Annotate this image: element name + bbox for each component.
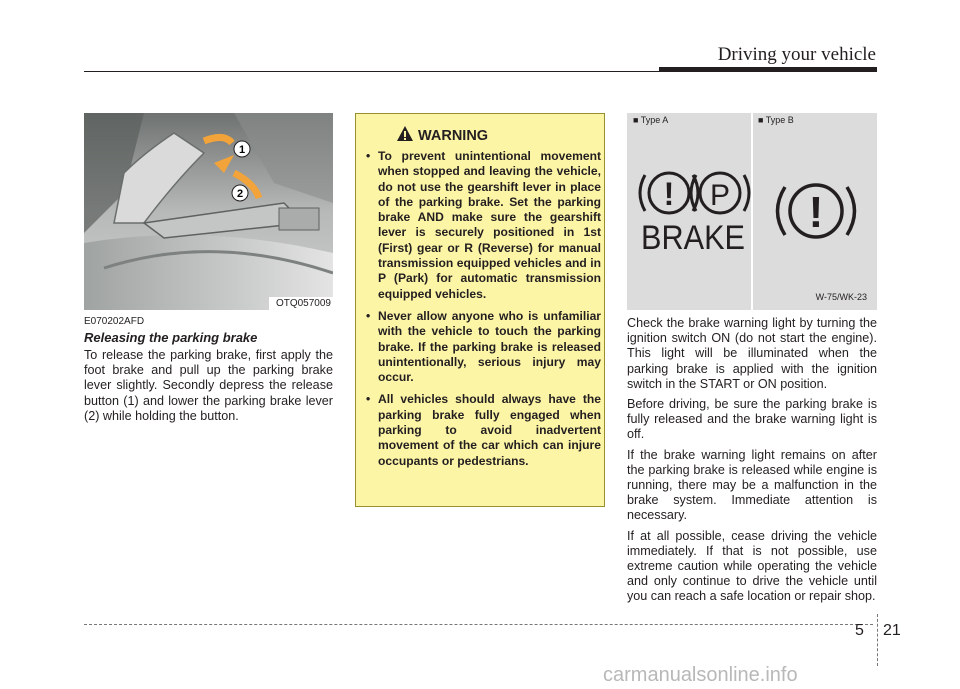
warning-list <box>365 149 601 476</box>
photo-code: OTQ057009 <box>275 298 331 309</box>
warning-item <box>365 392 601 468</box>
paragraph: If at all possible, cease driving the vehicle immediately. If that is not possible, use extreme caution while operating the vehicle and only continue to drive the vehicle until you can reach a safe location or repair shop. <box>627 528 877 604</box>
paragraph: Before driving, be sure the parking brake is fully released and the brake warning light is off. <box>627 397 877 442</box>
warning-item <box>365 309 601 385</box>
watermark: carmanualsonline.info <box>603 664 798 686</box>
brake-word: BRAKE <box>641 219 745 257</box>
exclamation-glyph-a: ! <box>663 176 675 212</box>
subheading: Releasing the parking brake <box>84 330 258 345</box>
park-glyph: P <box>709 179 731 212</box>
callout-2: 2 <box>236 188 244 200</box>
section-title: Driving your vehicle <box>717 44 876 65</box>
bullet: • <box>366 308 371 323</box>
type-b-label: ■ Type B <box>758 115 794 125</box>
body-text-left: To release the parking brake, first apply the foot brake and pull up the parking brake lever slightly. Secondly depress the release button (1) and lower the parking brake lever (2) while holding the button. <box>84 348 333 423</box>
footer-rule <box>84 624 873 625</box>
page-number: 21 <box>883 622 901 639</box>
parking-brake-illustration <box>84 113 333 310</box>
warning-triangle-icon <box>396 125 414 142</box>
paragraph: If the brake warning light remains on after the parking brake is released while engine is running, there may be a malfunction in the brake system. Immediate attention is necessary. <box>627 447 877 523</box>
brake-warning-light-icons <box>627 113 877 310</box>
type-b-brake-icon <box>778 185 855 237</box>
warning-title: WARNING <box>418 128 489 144</box>
bullet: • <box>366 392 371 407</box>
type-a-label: ■ Type A <box>633 115 669 125</box>
bullet: • <box>366 149 371 163</box>
warning-item <box>365 149 601 302</box>
brake-indicator-panel <box>627 113 877 310</box>
parking-brake-photo <box>84 113 333 310</box>
type-a-brake-icon <box>640 173 749 257</box>
header-rule-accent <box>659 67 877 72</box>
paragraph: Check the brake warning light by turning the ignition switch ON (do not start the engine). This light will be illuminated when the parking brake is applied with the ignition switch in the START or ON position. <box>627 316 877 391</box>
warning-item-text: All vehicles should always have the parking brake fully engaged when parking to avoid inadvertent movement of the car which can injure occupants or pedestrians. <box>378 392 601 468</box>
body-text-right <box>627 316 877 610</box>
warning-item-text: Never allow anyone who is unfamiliar with the vehicle to touch the parking brake. If the parking brake is released unintentionally, serious injury may occur. <box>378 308 601 385</box>
section-number: 5 <box>855 622 864 639</box>
callout-1: 1 <box>238 144 246 156</box>
footer-divider <box>877 614 878 666</box>
warning-item-text: To prevent unintentional movement when stopped and leaving the vehicle, do not use the gearshift lever in place of the parking brake. Set the parking brake AND make sure the gearshift lever is securely positioned in 1st (First) gear or R (Reverse) for manual transmission equipped vehicles and in P (Park) for automatic transmission equipped vehicles. <box>378 149 601 301</box>
warning-box <box>355 113 605 507</box>
document-code: E070202AFD <box>84 316 145 327</box>
exclamation-glyph-b: ! <box>808 188 824 237</box>
image-code: W-75/WK-23 <box>815 292 867 302</box>
